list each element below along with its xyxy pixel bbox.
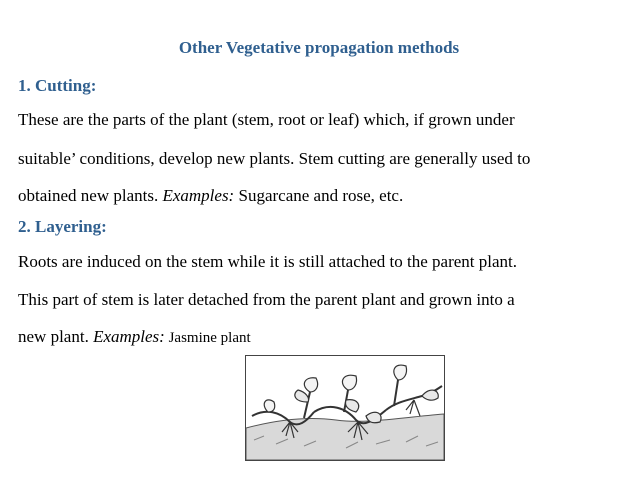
- layering-section-title: 2. Layering:: [18, 217, 107, 236]
- leaf-1b: [295, 390, 309, 402]
- cutting-examples-value: Sugarcane and rose, etc.: [234, 186, 404, 205]
- layering-line-1: Roots are induced on the stem while it is still attached to the parent plant.: [18, 252, 518, 271]
- layering-illustration: [245, 355, 445, 461]
- shoot-3: [394, 380, 398, 406]
- leaf-4: [264, 400, 275, 412]
- layering-line-2: This part of stem is later detached from the parent plant and grown into a: [18, 290, 515, 309]
- cutting-examples-label: Examples:: [162, 186, 235, 205]
- cutting-line-3: [18, 186, 403, 206]
- roots-3: [406, 400, 420, 416]
- page-heading: Other Vegetative propagation methods: [178, 38, 460, 57]
- cutting-line-2: suitable’ conditions, develop new plants. Stem cutting are generally used to: [18, 149, 531, 168]
- leaf-3b: [422, 390, 438, 400]
- layering-line-3-text: new plant.: [18, 327, 94, 346]
- layering-drawing: [246, 356, 444, 460]
- leaf-2a: [342, 375, 356, 390]
- layering-examples-value: Jasmine plant: [164, 330, 251, 346]
- leaf-2b: [345, 400, 358, 412]
- cutting-section-title: 1. Cutting:: [18, 76, 97, 95]
- cutting-line-1: These are the parts of the plant (stem, root or leaf) which, if grown under: [18, 110, 515, 129]
- leaf-1a: [304, 378, 317, 392]
- cutting-line-3-text: obtained new plants.: [18, 186, 163, 205]
- leaf-3a: [394, 365, 407, 380]
- ground-shape: [246, 414, 444, 460]
- layering-examples-label: Examples:: [93, 327, 165, 346]
- layering-line-3: [18, 327, 251, 347]
